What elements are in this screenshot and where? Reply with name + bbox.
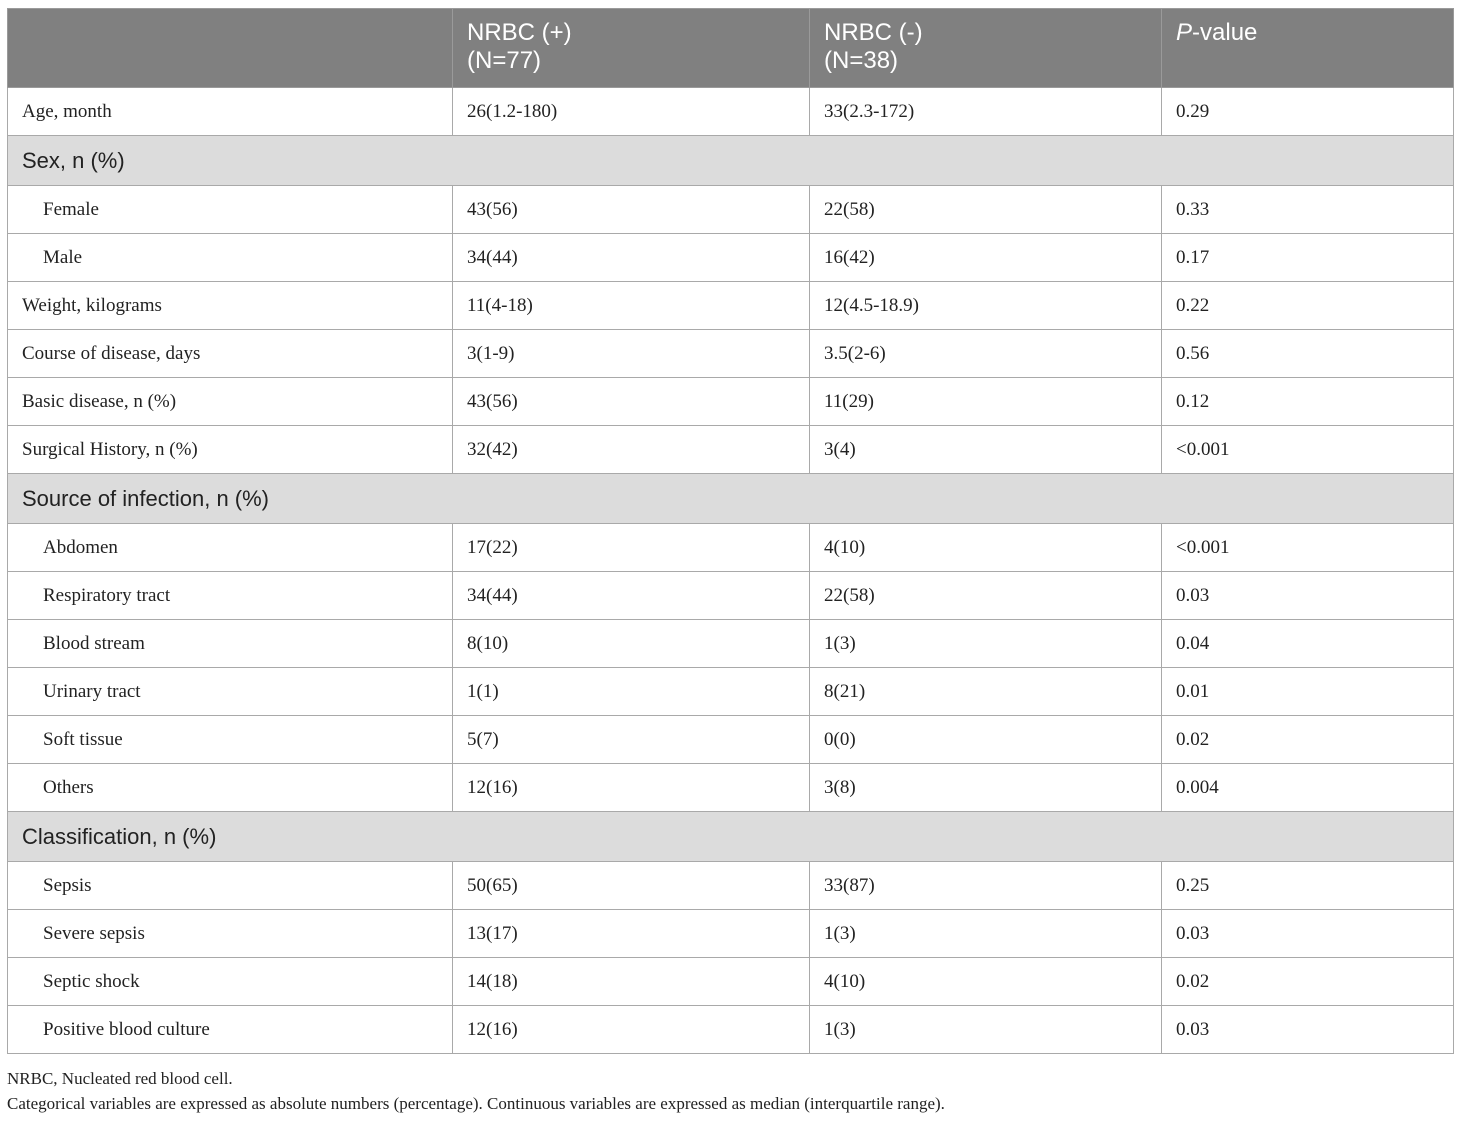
table-row <box>8 282 1454 330</box>
nrbc-positive-value: 32(42) <box>453 426 810 474</box>
nrbc-positive-value: 50(65) <box>453 862 810 910</box>
table-row <box>8 378 1454 426</box>
section-label: Source of infection, n (%) <box>8 474 1454 524</box>
row-label: Urinary tract <box>8 668 453 716</box>
table-row <box>8 234 1454 282</box>
table-header <box>8 9 1454 88</box>
row-label: Septic shock <box>8 958 453 1006</box>
header-p-value <box>1162 9 1454 88</box>
p-value: <0.001 <box>1162 426 1454 474</box>
row-label: Others <box>8 764 453 812</box>
nrbc-negative-value: 0(0) <box>810 716 1162 764</box>
table-row <box>8 88 1454 136</box>
row-label: Basic disease, n (%) <box>8 378 453 426</box>
row-label: Female <box>8 186 453 234</box>
footnote-abbreviation: NRBC, Nucleated red blood cell. <box>7 1069 233 1088</box>
row-label: Soft tissue <box>8 716 453 764</box>
row-label: Weight, kilograms <box>8 282 453 330</box>
section-row <box>8 812 1454 862</box>
table-row <box>8 186 1454 234</box>
table-body <box>8 88 1454 1054</box>
p-value: 0.12 <box>1162 378 1454 426</box>
section-label: Sex, n (%) <box>8 136 1454 186</box>
row-label: Respiratory tract <box>8 572 453 620</box>
nrbc-negative-value: 33(2.3-172) <box>810 88 1162 136</box>
p-value: 0.03 <box>1162 1006 1454 1054</box>
nrbc-positive-value: 8(10) <box>453 620 810 668</box>
header-nrbc-negative-count: (N=38) <box>824 47 899 74</box>
nrbc-negative-value: 8(21) <box>810 668 1162 716</box>
section-label: Classification, n (%) <box>8 812 1454 862</box>
nrbc-negative-value: 33(87) <box>810 862 1162 910</box>
data-table-container <box>7 8 1453 1054</box>
row-label: Course of disease, days <box>8 330 453 378</box>
nrbc-negative-value: 11(29) <box>810 378 1162 426</box>
header-p-rest: -value <box>1192 19 1258 46</box>
p-value: 0.03 <box>1162 572 1454 620</box>
nrbc-positive-value: 17(22) <box>453 524 810 572</box>
nrbc-negative-value: 12(4.5-18.9) <box>810 282 1162 330</box>
table-row <box>8 716 1454 764</box>
table-row <box>8 1006 1454 1054</box>
nrbc-positive-value: 43(56) <box>453 378 810 426</box>
nrbc-negative-value: 3(8) <box>810 764 1162 812</box>
table-row <box>8 862 1454 910</box>
nrbc-positive-value: 12(16) <box>453 1006 810 1054</box>
p-value: 0.22 <box>1162 282 1454 330</box>
nrbc-negative-value: 4(10) <box>810 958 1162 1006</box>
section-row <box>8 136 1454 186</box>
table-row <box>8 910 1454 958</box>
nrbc-positive-value: 34(44) <box>453 234 810 282</box>
nrbc-negative-value: 3.5(2-6) <box>810 330 1162 378</box>
header-nrbc-positive-count: (N=77) <box>467 47 542 74</box>
table-row <box>8 426 1454 474</box>
p-value: 0.56 <box>1162 330 1454 378</box>
p-value: 0.004 <box>1162 764 1454 812</box>
p-value: 0.25 <box>1162 862 1454 910</box>
nrbc-positive-value: 1(1) <box>453 668 810 716</box>
p-value: 0.02 <box>1162 716 1454 764</box>
nrbc-positive-value: 12(16) <box>453 764 810 812</box>
p-value: 0.29 <box>1162 88 1454 136</box>
characteristics-table <box>7 8 1454 1054</box>
p-value: 0.03 <box>1162 910 1454 958</box>
row-label: Sepsis <box>8 862 453 910</box>
nrbc-negative-value: 1(3) <box>810 620 1162 668</box>
nrbc-negative-value: 1(3) <box>810 1006 1162 1054</box>
nrbc-positive-value: 34(44) <box>453 572 810 620</box>
header-nrbc-negative-label: NRBC (-) <box>824 19 923 46</box>
p-value: <0.001 <box>1162 524 1454 572</box>
row-label: Severe sepsis <box>8 910 453 958</box>
nrbc-positive-value: 5(7) <box>453 716 810 764</box>
table-row <box>8 958 1454 1006</box>
table-row <box>8 620 1454 668</box>
table-footnotes <box>7 1066 1453 1116</box>
p-value: 0.02 <box>1162 958 1454 1006</box>
header-row <box>8 9 1454 88</box>
row-label: Abdomen <box>8 524 453 572</box>
footnote-methods: Categorical variables are expressed as absolute numbers (percentage). Continuous variables are expressed as median (interquartile range). <box>7 1094 945 1113</box>
p-value: 0.17 <box>1162 234 1454 282</box>
header-nrbc-positive-label: NRBC (+) <box>467 19 572 46</box>
row-label: Age, month <box>8 88 453 136</box>
nrbc-positive-value: 13(17) <box>453 910 810 958</box>
row-label: Positive blood culture <box>8 1006 453 1054</box>
table-row <box>8 524 1454 572</box>
header-variable <box>8 9 453 88</box>
row-label: Blood stream <box>8 620 453 668</box>
nrbc-positive-value: 3(1-9) <box>453 330 810 378</box>
nrbc-negative-value: 22(58) <box>810 186 1162 234</box>
nrbc-positive-value: 11(4-18) <box>453 282 810 330</box>
p-value: 0.33 <box>1162 186 1454 234</box>
header-p-italic: P <box>1176 19 1193 46</box>
row-label: Surgical History, n (%) <box>8 426 453 474</box>
nrbc-negative-value: 22(58) <box>810 572 1162 620</box>
table-row <box>8 572 1454 620</box>
nrbc-negative-value: 3(4) <box>810 426 1162 474</box>
table-row <box>8 668 1454 716</box>
p-value: 0.01 <box>1162 668 1454 716</box>
row-label: Male <box>8 234 453 282</box>
nrbc-negative-value: 1(3) <box>810 910 1162 958</box>
nrbc-positive-value: 43(56) <box>453 186 810 234</box>
header-nrbc-negative <box>810 9 1162 88</box>
nrbc-positive-value: 14(18) <box>453 958 810 1006</box>
table-row <box>8 764 1454 812</box>
p-value: 0.04 <box>1162 620 1454 668</box>
nrbc-negative-value: 16(42) <box>810 234 1162 282</box>
section-row <box>8 474 1454 524</box>
header-nrbc-positive <box>453 9 810 88</box>
table-row <box>8 330 1454 378</box>
nrbc-negative-value: 4(10) <box>810 524 1162 572</box>
nrbc-positive-value: 26(1.2-180) <box>453 88 810 136</box>
